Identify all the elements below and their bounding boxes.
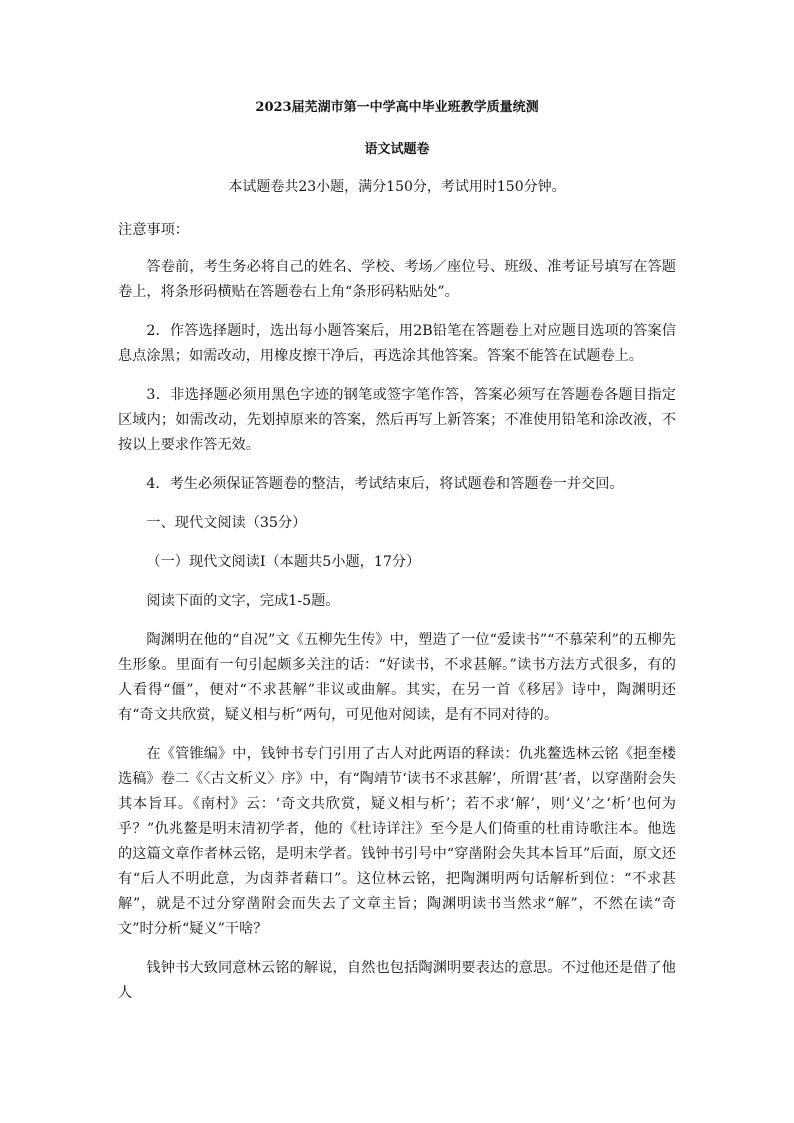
note-item-2: 2．作答选择题时，选出每小题答案后，用2B铅笔在答题卷上对应题目选项的答案信息点涂黑；如需改动，用橡皮擦干净后，再选涂其他答案。答案不能答在试题卷上。	[118, 323, 676, 364]
section-heading: 一、现代文阅读（35分）	[146, 515, 307, 531]
passage-paragraph-3: 钱钟书大致同意林云铭的解说，自然也包括陶渊明要表达的意思。不过他还是借了他人	[118, 960, 676, 1001]
note-item-3: 3．非选择题必须用黑色字迹的钢笔或签字笔作答，答案必须写在答题卷各题目指定区域内；如需改动，先划掉原来的答案，然后再写上新答案；不准使用铅笔和涂改液，不按以上要求作答无效。	[118, 387, 676, 453]
exam-title: 2023届芜湖市第一中学高中毕业班教学质量统测	[255, 100, 539, 115]
passage-paragraph-2: 在《管锥编》中，钱钟书专门引用了古人对此两语的释读：仇兆鳌选林云铭《挹奎楼选稿》卷二《〈古文析义〉序》中，有“陶靖节‘读书不求甚解’，所谓‘甚’者，以穿凿附会失其本旨耳。《南村》云：‘奇文共欣赏，疑义相与析’；若不求‘解’，则‘义’之‘析’也何为乎？”仇兆鳌是明末清初学者，他的《杜诗详注》至今是人们倚重的杜甫诗歌注本。他选的这篇文章作者林云铭，是明末学者。钱钟书引号中“穿凿附会失其本旨耳”后面，原文还有“后人不明此意，为卤莽者藉口”。这位林云铭，把陶渊明两句话解析到位：“不求甚解”，就是不过分穿凿附会而失去了文章主旨；陶渊明读书当然求“解”，不然在读“奇文”时分析“疑义”干啥？	[118, 746, 676, 937]
reading-instruction: 阅读下面的文字，完成1-5题。	[146, 593, 340, 609]
note-item-4: 4．考生必须保证答题卷的整洁，考试结束后，将试题卷和答题卷一并交回。	[146, 476, 624, 492]
exam-subtitle: 语文试题卷	[364, 142, 430, 157]
notes-heading: 注意事项：	[118, 222, 189, 238]
note-item-1: 答卷前，考生务必将自己的姓名、学校、考场／座位号、班级、准考证号填写在答题卷上，将条形码横贴在答题卷右上角“条形码粘贴处”。	[118, 259, 676, 300]
exam-info: 本试题卷共23小题，满分150分，考试用时150分钟。	[228, 179, 566, 195]
exam-body	[118, 218, 676, 1020]
passage-paragraph-1: 陶渊明在他的“自况”文《五柳先生传》中，塑造了一位“爱读书”“不慕荣利”的五柳先生形象。里面有一句引起颇多关注的话：“好读书，不求甚解。”读书方法方式很多，有的人看得“僵”，便对“不求甚解”非议或曲解。其实，在另一首《移居》诗中，陶渊明还有“奇文共欣赏，疑义相与析”两句，可见他对阅读，是有不同对待的。	[118, 632, 676, 723]
subsection-heading: （一）现代文阅读I（本题共5小题，17分）	[146, 554, 421, 570]
